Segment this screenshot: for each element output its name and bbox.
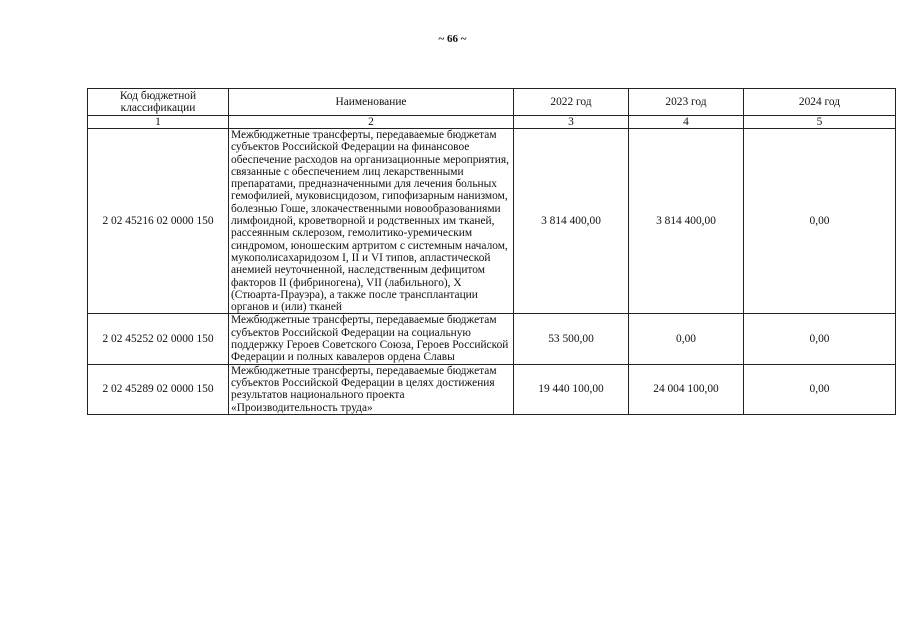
item-name: Межбюджетные трансферты, передаваемые бюджетам субъектов Российской Федерации на социальную поддержку Героев Советского Союза, Героев Российской Федерации и полных кавалеров ордена Славы	[229, 314, 514, 364]
column-number: 3	[514, 116, 629, 129]
column-number-row	[88, 116, 896, 129]
table-row	[88, 314, 896, 364]
budget-code: 2 02 45252 02 0000 150	[88, 314, 229, 364]
item-name: Межбюджетные трансферты, передаваемые бюджетам субъектов Российской Федерации на финансовое обеспечение расходов на организационные мероприятия, связанные с обеспечением лиц лекарственными препаратами, предназначенными для лечения больных гемофилией, муковисцидозом, гипофизарным нанизмом, болезнью Гоше, злокачественными новообразованиями лимфоидной, кроветворной и родственных им тканей, рассеянным склерозом, гемолитико-уремическим синдромом, юношеским артритом с системным началом, мукополисахаридозом I, II и VI типов, апластической анемией неуточненной, наследственным дефицитом факторов II (фибриногена), VII (лабильного), X (Стюарта-Прауэра), а также после трансплантации органов и (или) тканей	[229, 129, 514, 314]
column-number: 1	[88, 116, 229, 129]
amount-2024: 0,00	[744, 364, 896, 414]
header-code: Код бюджетной классификации	[88, 89, 229, 116]
amount-2024: 0,00	[744, 129, 896, 314]
table-row	[88, 364, 896, 414]
table-row	[88, 129, 896, 314]
page-number: ~ 66 ~	[438, 33, 467, 45]
item-name: Межбюджетные трансферты, передаваемые бюджетам субъектов Российской Федерации в целях достижения результатов национального проекта «Производительность труда»	[229, 364, 514, 414]
amount-2022: 3 814 400,00	[514, 129, 629, 314]
budget-code: 2 02 45289 02 0000 150	[88, 364, 229, 414]
header-row	[88, 89, 896, 116]
column-number: 2	[229, 116, 514, 129]
amount-2024: 0,00	[744, 314, 896, 364]
header-2024: 2024 год	[744, 89, 896, 116]
budget-code: 2 02 45216 02 0000 150	[88, 129, 229, 314]
header-2023: 2023 год	[629, 89, 744, 116]
amount-2023: 3 814 400,00	[629, 129, 744, 314]
budget-table	[87, 88, 896, 415]
amount-2022: 53 500,00	[514, 314, 629, 364]
header-name: Наименование	[229, 89, 514, 116]
column-number: 5	[744, 116, 896, 129]
header-2022: 2022 год	[514, 89, 629, 116]
amount-2023: 24 004 100,00	[629, 364, 744, 414]
column-number: 4	[629, 116, 744, 129]
amount-2022: 19 440 100,00	[514, 364, 629, 414]
amount-2023: 0,00	[629, 314, 744, 364]
